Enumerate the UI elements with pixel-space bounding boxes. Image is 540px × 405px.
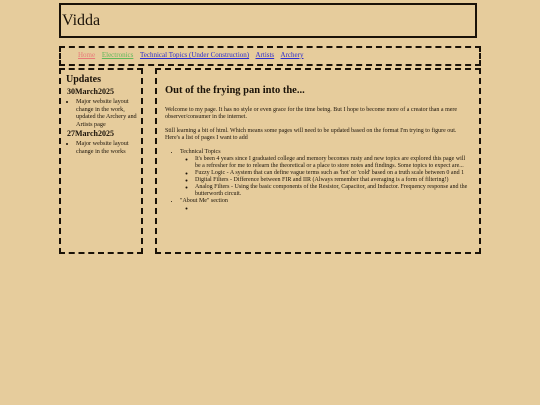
update-date: 30March2025 <box>67 87 114 96</box>
nav-link-archery[interactable]: Archery <box>280 51 304 59</box>
update-list <box>66 98 137 128</box>
update-date: 27March2025 <box>67 129 114 138</box>
sub-list-item: ◦ Fuzzy Logic - A system that can define vague terms such as 'hot' or 'cold' based on a truth scale between 0 and 1 <box>195 170 469 177</box>
nav-link-technical-topics[interactable]: Technical Topics (Under Construction) <box>139 51 250 59</box>
main-heading: Out of the frying pan into the... <box>165 85 305 96</box>
update-item: • Major website layout change in the work, updated the Archery and Artists page <box>76 98 137 128</box>
nav-link-artists[interactable]: Artists <box>255 51 275 59</box>
planned-pages-list <box>165 149 469 212</box>
list-item <box>180 198 469 212</box>
nav-link-electronics[interactable]: Electronics <box>101 51 134 59</box>
list-item <box>180 149 469 198</box>
site-header <box>59 3 477 38</box>
html-learning-paragraph: Still learning a bit of html. Which means some pages will need to be updated based on the format I'm trying to figure out. Here's a list of pages I want to add <box>165 128 457 141</box>
sub-list-item: ◦ Digital Filters - Difference between FIR and IIR (Always remember that averaging is a form of filtering!) <box>195 177 469 184</box>
sub-list <box>180 156 469 198</box>
list-item-label: "About Me" section <box>180 198 228 204</box>
update-list <box>66 140 137 155</box>
sub-list <box>180 205 469 212</box>
sub-list-item <box>195 205 469 212</box>
updates-heading: Updates <box>66 74 102 85</box>
updates-sidebar <box>59 68 143 254</box>
sub-list-item: ◦ Analog Filters - Using the basic components of the Resistor, Capacitor, and Inductor. Frequency response and the butterworth circuit. <box>195 184 469 198</box>
list-item-label: Technical Topics <box>180 149 221 155</box>
site-title: Vidda <box>62 12 101 29</box>
main-content <box>155 68 481 254</box>
nav-link-home[interactable]: Home <box>78 51 96 59</box>
intro-paragraph: Welcome to my page. It has no style or even grace for the time being. But I hope to become more of a creator than a mere observer/consumer in the internet. <box>165 107 458 120</box>
update-item: • Major website layout change in the works <box>76 140 137 155</box>
sub-list-item: ◦ It's been 4 years since I graduated college and memory becomes rusty and new topics are explored this page will be a refresher for me to relearn the theoretical or a place to store notes and findings. Some topics to expect are... <box>195 156 469 170</box>
nav-bar <box>59 46 481 66</box>
